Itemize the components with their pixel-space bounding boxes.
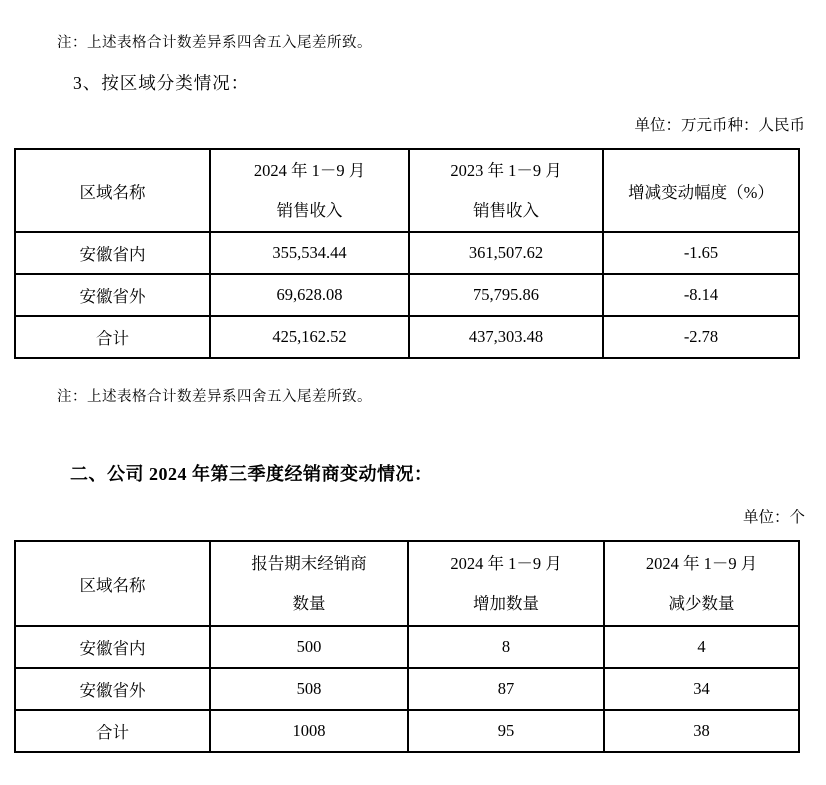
cell-added-count: 8 [408, 626, 604, 668]
cell-region-name: 合计 [15, 710, 210, 752]
cell-change-pct: -2.78 [603, 316, 799, 358]
cell-2023-revenue: 437,303.48 [409, 316, 603, 358]
table-row [15, 668, 799, 710]
col-header-line: 增加数量 [473, 593, 539, 613]
col-header-line: 2024 年 1－9 月 [645, 553, 758, 573]
col-header-line: 2024 年 1－9 月 [253, 160, 366, 180]
cell-change-pct: -8.14 [603, 274, 799, 316]
col-header-line: 销售收入 [276, 200, 343, 220]
cell-reduced-count: 34 [604, 668, 799, 710]
col-header-line: 报告期末经销商 [251, 553, 367, 573]
col-header-2024-revenue [210, 149, 409, 232]
rounding-note-table1: 注：上述表格合计数差异系四舍五入尾差所致。 [57, 389, 372, 405]
dealer-change-table [14, 540, 800, 753]
cell-end-count: 500 [210, 626, 408, 668]
cell-reduced-count: 38 [604, 710, 799, 752]
cell-added-count: 87 [408, 668, 604, 710]
table-row [15, 274, 799, 316]
cell-region-name: 合计 [15, 316, 210, 358]
section-heading-region: 3、按区域分类情况： [73, 73, 250, 93]
col-header-region-name: 区域名称 [15, 149, 210, 232]
cell-2024-revenue: 425,162.52 [210, 316, 409, 358]
unit-label-region: 单位：万元币种：人民币 [634, 117, 805, 134]
cell-2023-revenue: 75,795.86 [409, 274, 603, 316]
table-row-total [15, 710, 799, 752]
col-header-line: 销售收入 [473, 200, 539, 220]
col-header-2023-revenue [409, 149, 603, 232]
table-row [15, 626, 799, 668]
cell-2024-revenue: 69,628.08 [210, 274, 409, 316]
cell-2024-revenue: 355,534.44 [210, 232, 409, 274]
cell-change-pct: -1.65 [603, 232, 799, 274]
col-header-reduced-count [604, 541, 799, 626]
col-header-line: 2024 年 1－9 月 [450, 553, 562, 573]
table-row-total [15, 316, 799, 358]
cell-2023-revenue: 361,507.62 [409, 232, 603, 274]
unit-label-dealer: 单位：个 [742, 509, 805, 526]
region-table-header-row [15, 149, 799, 232]
col-header-change-pct: 增减变动幅度（%） [603, 149, 799, 232]
col-header-added-count [408, 541, 604, 626]
col-header-region-name: 区域名称 [15, 541, 210, 626]
cell-region-name: 安徽省外 [15, 668, 210, 710]
cell-reduced-count: 4 [604, 626, 799, 668]
col-header-line: 2023 年 1－9 月 [450, 160, 562, 180]
col-header-line: 数量 [292, 593, 326, 613]
rounding-note-top: 注：上述表格合计数差异系四舍五入尾差所致。 [57, 35, 372, 51]
cell-end-count: 508 [210, 668, 408, 710]
cell-region-name: 安徽省内 [15, 626, 210, 668]
cell-added-count: 95 [408, 710, 604, 752]
table-row [15, 232, 799, 274]
region-sales-table [14, 148, 800, 359]
cell-region-name: 安徽省外 [15, 274, 210, 316]
col-header-line: 减少数量 [668, 593, 735, 613]
section-heading-dealer: 二、公司 2024 年第三季度经销商变动情况： [70, 464, 433, 484]
col-header-end-count [210, 541, 408, 626]
dealer-table-header-row [15, 541, 799, 626]
cell-region-name: 安徽省内 [15, 232, 210, 274]
cell-end-count: 1008 [210, 710, 408, 752]
